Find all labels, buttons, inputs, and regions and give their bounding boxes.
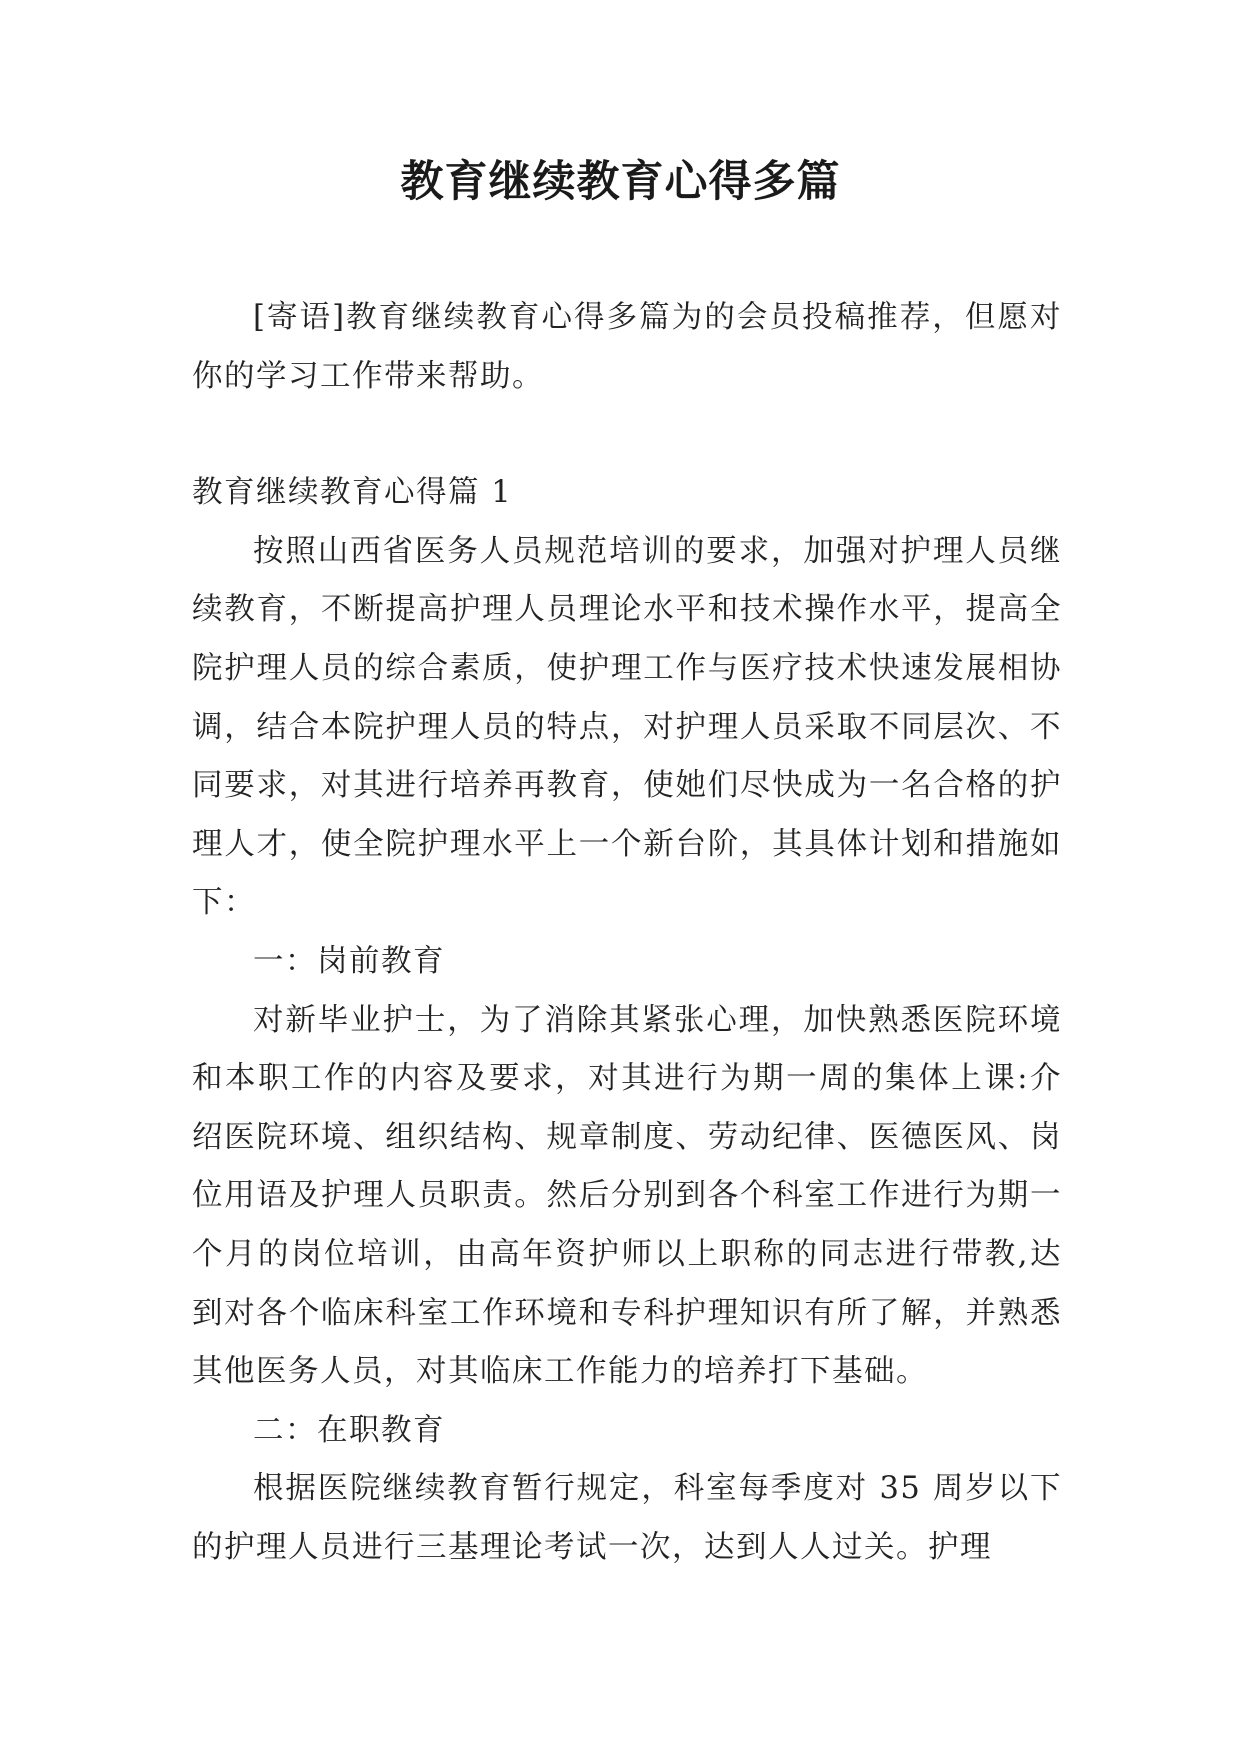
- document-body: [192, 289, 1062, 1577]
- spacer: [192, 406, 1062, 464]
- paragraph-intro: 按照山西省医务人员规范培训的要求，加强对护理人员继续教育，不断提高护理人员理论水平和技术操作水平，提高全院护理人员的综合素质，使护理工作与医疗技术快速发展相协调，结合本院护理人员的特点，对护理人员采取不同层次、不同要求，对其进行培养再教育，使她们尽快成为一名合格的护理人才，使全院护理水平上一个新台阶，其具体计划和措施如下：: [192, 533, 1062, 921]
- subheading-in-service-education: 二：在职教育: [253, 1412, 445, 1448]
- section-heading: 教育继续教育心得篇 1: [192, 475, 513, 511]
- paragraph-in-service-education: 根据医院继续教育暂行规定，科室每季度对 35 周岁以下的护理人员进行三基理论考试一次，达到人人过关。护理: [192, 1471, 1062, 1565]
- preface-paragraph: [寄语]教育继续教育心得多篇为的会员投稿推荐，但愿对你的学习工作带来帮助。: [192, 300, 1062, 394]
- document-title: 教育继续教育心得多篇: [400, 157, 841, 207]
- subheading-pre-job-education: 一：岗前教育: [253, 943, 445, 979]
- paragraph-pre-job-education: 对新毕业护士，为了消除其紧张心理，加快熟悉医院环境和本职工作的内容及要求，对其进行为期一周的集体上课:介绍医院环境、组织结构、规章制度、劳动纪律、医德医风、岗位用语及护理人员职责。然后分别到各个科室工作进行为期一个月的岗位培训，由高年资护师以上职称的同志进行带教,达到对各个临床科室工作环境和专科护理知识有所了解，并熟悉其他医务人员，对其临床工作能力的培养打下基础。: [192, 1002, 1062, 1390]
